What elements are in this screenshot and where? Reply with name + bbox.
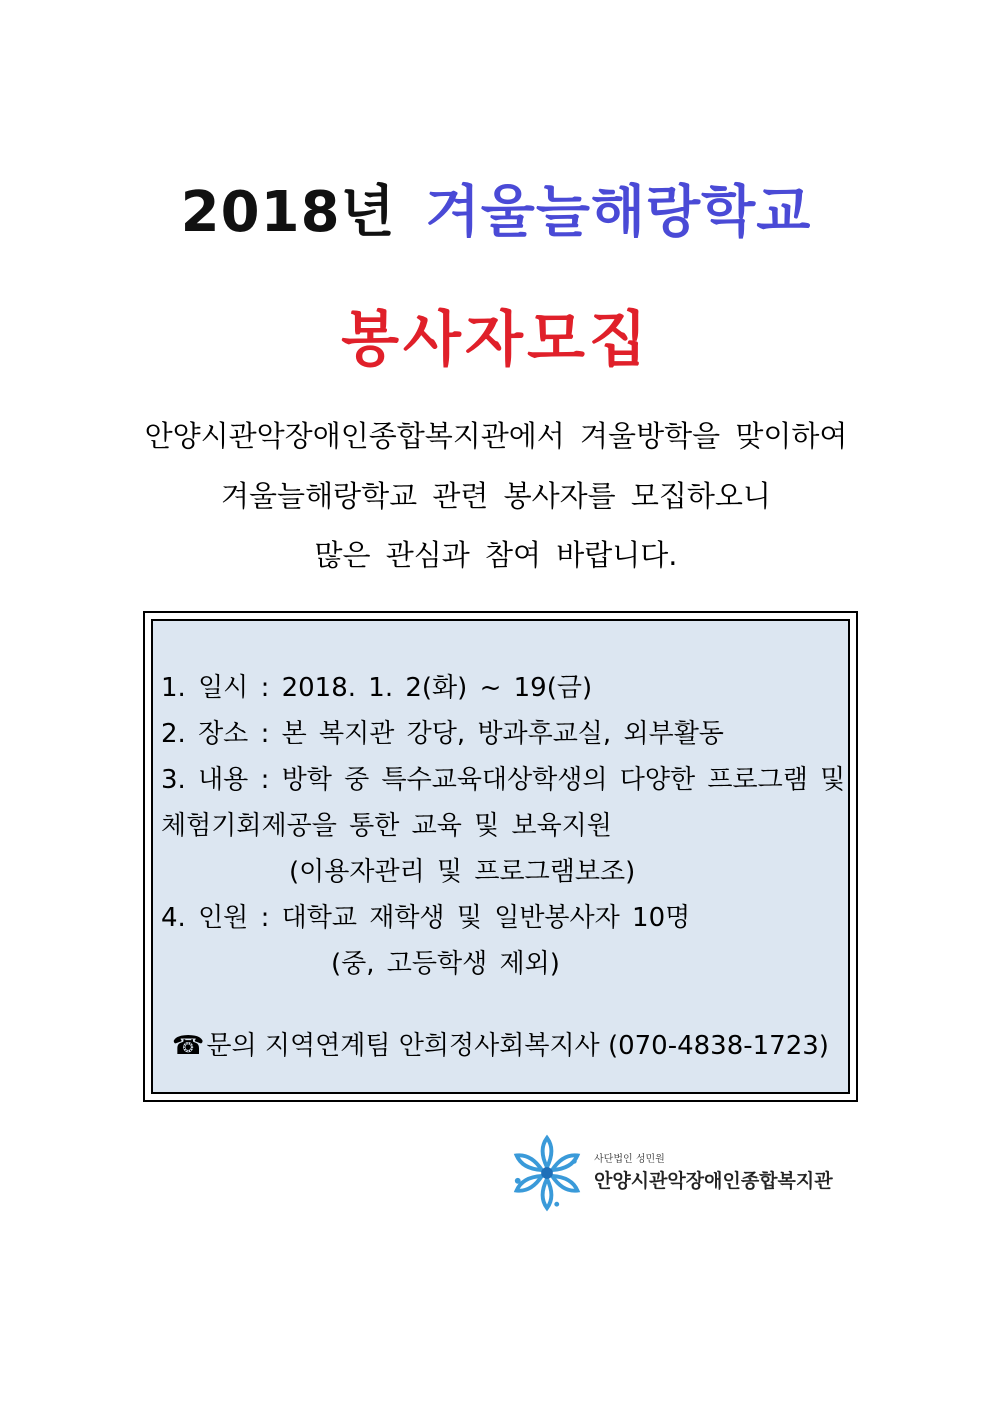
title-year: 2018년 <box>180 180 396 245</box>
intro-line-2: 겨울늘해랑학교 관련 봉사자를 모집하오니 <box>221 479 771 513</box>
organization-logo <box>508 1134 848 1214</box>
page-title <box>0 168 992 248</box>
info-people-2: (중, 고등학생 제외) <box>331 949 560 979</box>
title-program-name: 겨울늘해랑학교 <box>425 180 812 245</box>
info-place: 2. 장소 : 본 복지관 강당, 방과후교실, 외부활동 <box>161 719 724 749</box>
info-box-inner <box>151 619 850 1094</box>
info-content-1: 3. 내용 : 방학 중 특수교육대상학생의 다양한 프로그램 및 <box>161 765 846 795</box>
logo-org-label: 사단법인 성민원 <box>594 1154 665 1165</box>
intro-line-3: 많은 관심과 참여 바랍니다. <box>314 538 678 572</box>
info-people-1: 4. 인원 : 대학교 재학생 및 일반봉사자 10명 <box>161 903 691 933</box>
info-date: 1. 일시 : 2018. 1. 2(화) ~ 19(금) <box>161 673 593 703</box>
contact-text: 문의 지역연계팀 안희정사회복지사 (070-4838-1723) <box>206 1031 829 1061</box>
star-flower-logo-icon <box>508 1134 586 1212</box>
intro-line-1: 안양시관악장애인종합복지관에서 겨울방학을 맞이하여 <box>144 419 848 453</box>
info-box <box>143 611 858 1102</box>
info-content-2: 체험기회제공을 통한 교육 및 보육지원 <box>161 811 612 841</box>
info-content-3: (이용자관리 및 프로그램보조) <box>289 857 636 887</box>
logo-org-name: 안양시관악장애인종합복지관 <box>594 1170 833 1192</box>
page-subtitle: 봉사자모집 <box>341 305 651 375</box>
contact-line <box>153 1025 848 1062</box>
phone-icon: ☎ <box>172 1031 205 1061</box>
